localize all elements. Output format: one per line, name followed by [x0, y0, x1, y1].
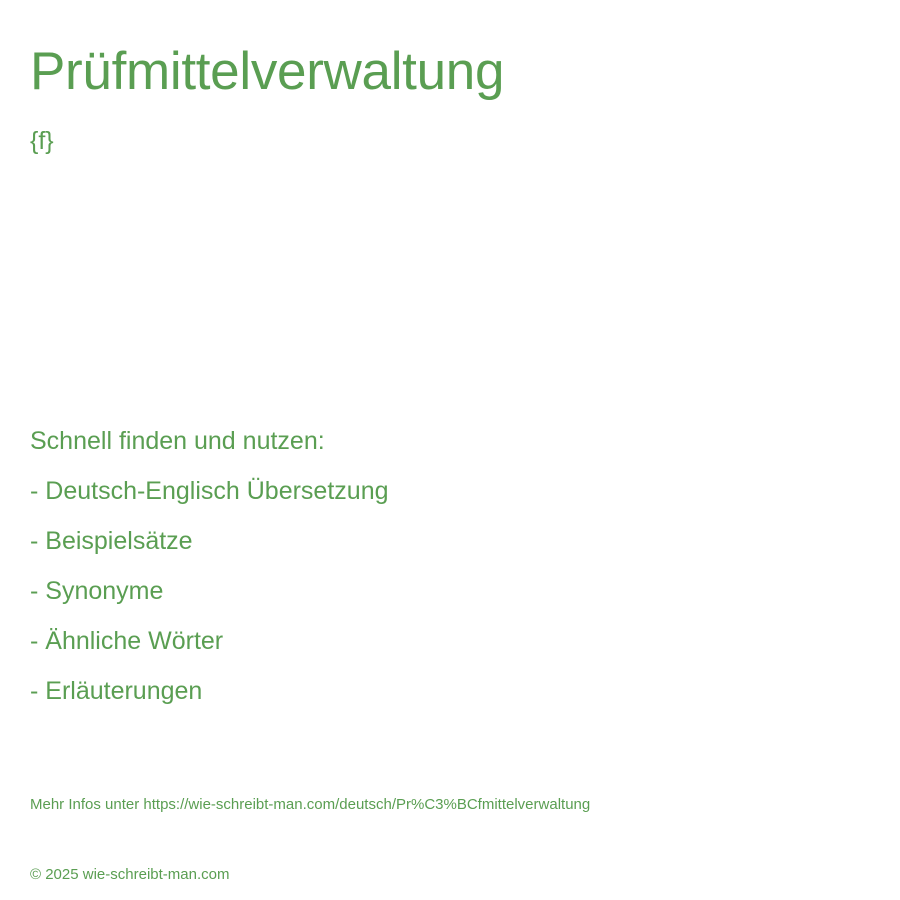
features-heading: Schnell finden und nutzen: [30, 427, 325, 455]
feature-list [30, 475, 389, 725]
page-title: Prüfmittelverwaltung [30, 42, 505, 101]
grammatical-gender: {f} [30, 127, 54, 155]
copyright-notice: © 2025 wie-schreibt-man.com [30, 866, 230, 883]
more-info-prefix: Mehr Infos unter [30, 796, 140, 813]
feature-item-example-sentences: - Beispielsätze [30, 527, 193, 555]
more-info [30, 795, 590, 815]
feature-item-similar-words: - Ähnliche Wörter [30, 627, 224, 655]
more-info-link[interactable]: https://wie-schreibt-man.com/deutsch/Pr%C3%BCfmittelverwaltung [143, 796, 591, 813]
feature-item-synonyms: - Synonyme [30, 577, 164, 605]
feature-item-translation: - Deutsch-Englisch Übersetzung [30, 477, 389, 505]
features-section [30, 425, 389, 725]
feature-item-explanations: - Erläuterungen [30, 677, 203, 705]
